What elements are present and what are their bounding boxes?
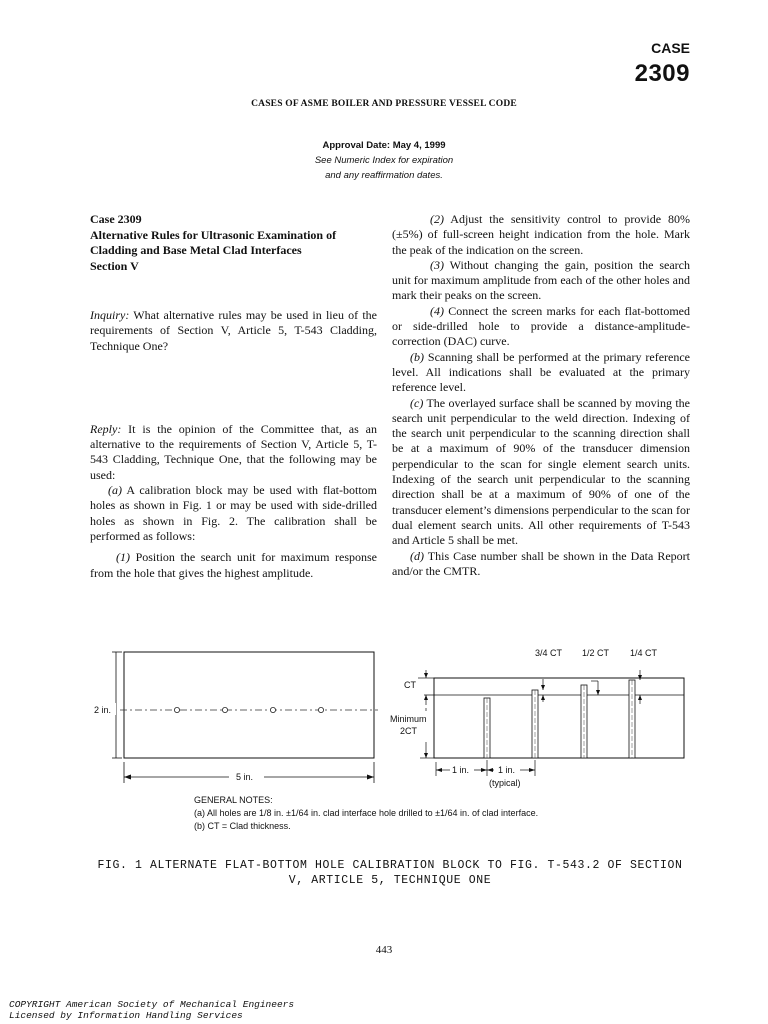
plan-hole: [270, 707, 275, 712]
case-heading-line: Case 2309: [90, 212, 142, 226]
arrow-head: [367, 775, 374, 780]
copyright-line: COPYRIGHT American Society of Mechanical Engineers: [9, 999, 295, 1010]
arrow-head: [487, 768, 493, 772]
plan-hole: [174, 707, 179, 712]
general-note-b: (b) CT = Clad thickness.: [194, 821, 291, 831]
item-c-paragraph: [392, 396, 690, 549]
step-2-paragraph: [392, 212, 690, 258]
inquiry-text: What alternative rules may be used in lieu of the requirements of Section V, Article 5, T-543 Cladding, Technique One?: [90, 308, 377, 353]
item-c-label: (c): [410, 395, 424, 410]
item-a-label: (a): [108, 483, 122, 498]
arrow-head: [529, 768, 535, 772]
arrow-head: [424, 673, 428, 678]
approval-block: [0, 138, 768, 183]
item-a-text: A calibration block may be used with flat-bottom holes as shown in Fig. 1 or may be used with side-drilled holes as shown in Fig. 2. The calibration shall be performed as follows:: [90, 483, 377, 543]
plan-hole: [318, 707, 323, 712]
running-head: CASES OF ASME BOILER AND PRESSURE VESSEL CODE: [251, 99, 517, 109]
arrow-head: [424, 753, 428, 758]
page-number: 443: [375, 944, 393, 956]
case-number: 2309: [634, 60, 690, 87]
copyright-block: [9, 999, 294, 1021]
plan-hole: [222, 707, 227, 712]
step-4-paragraph: [392, 304, 690, 350]
typical-label: (typical): [489, 778, 521, 788]
arrow-head: [436, 768, 442, 772]
figure-1: [94, 640, 690, 836]
depth-label-half-ct: 1/2 CT: [582, 648, 610, 658]
left-column: [90, 212, 377, 581]
calibration-block-drawing: [94, 640, 690, 836]
figure-caption: FIG. 1 ALTERNATE FLAT-BOTTOM HOLE CALIBRATION BLOCK TO FIG. T-543.2 OF SECTION V, ARTICLE 5, TECHNIQUE ONE: [97, 859, 683, 887]
item-b-paragraph: [392, 350, 690, 396]
arrow-head: [424, 695, 428, 700]
plan-view-block: [124, 652, 374, 758]
reply-text: It is the opinion of the Committee that, as an alternative to the requirements of Section V, Article 5, T-543 Cladding, Technique One, that the following may be used:: [90, 421, 377, 482]
item-a-paragraph: [90, 483, 377, 544]
ct-label: CT: [404, 680, 416, 690]
case-label: CASE: [651, 40, 690, 56]
case-heading-line: Alternative Rules for Ultrasonic Examination of: [90, 227, 337, 242]
step-3-text: Without changing the gain, position the search unit for maximum amplitude from each of the other holes and mark their peaks on the screen.: [392, 257, 690, 303]
approval-date: Approval Date: May 4, 1999: [322, 140, 446, 151]
min-2ct-label: 2CT: [400, 726, 418, 736]
case-heading-line: Cladding and Base Metal Clad Interfaces: [90, 243, 302, 257]
minimum-label: Minimum: [390, 714, 427, 724]
spacing-label-2: 1 in.: [498, 765, 516, 775]
section-view-block: [434, 678, 684, 758]
step-2-text: Adjust the sensitivity control to provide 80% (±5%) of full-screen height indication from the hole. Mark the peak of the indication on the screen.: [392, 212, 690, 257]
case-heading-line: Section V: [90, 258, 139, 273]
expiration-note-line-2: and any reaffirmation dates.: [325, 170, 443, 181]
item-d-paragraph: [392, 549, 690, 580]
step-2-label: (2): [430, 212, 444, 226]
general-notes-title: GENERAL NOTES:: [194, 795, 273, 805]
depth-label-quarter-ct: 1/4 CT: [630, 648, 658, 658]
spacing-label-1: 1 in.: [452, 765, 470, 775]
arrow-head: [124, 775, 131, 780]
step-1-paragraph: [90, 550, 377, 581]
inquiry-label: Inquiry:: [90, 308, 130, 322]
case-heading: [90, 212, 377, 274]
item-b-text: Scanning shall be performed at the primary reference level. All indications shall be evaluated at the primary reference level.: [392, 349, 690, 395]
step-4-text: Connect the screen marks for each flat-bottomed or side-drilled hole to provide a distance-amplitude-correction (DAC) curve.: [392, 303, 690, 349]
item-c-text: The overlayed surface shall be scanned by moving the search unit perpendicular to the weld direction. Indexing of the search unit perpendicular to the scanning direction shall be at a maximum of 90% of the transducer dimension perpendicular to the scan for single element search units. Indexing of the search unit perpendicular to the scanning direction shall be at a maximum of 90% of one of the transducer element’s dimensions perpendicular to the scan for dual element search units. All other requirements of T-543 and Article 5 shall be met.: [392, 395, 690, 548]
arrow-head: [596, 690, 600, 695]
arrow-head: [541, 695, 545, 700]
step-4-label: (4): [430, 303, 444, 318]
item-d-label: (d): [410, 548, 424, 563]
reply-paragraph: [90, 422, 377, 483]
step-1-label: (1): [116, 550, 130, 565]
step-3-paragraph: [392, 258, 690, 304]
expiration-note-line-1: See Numeric Index for expiration: [314, 155, 454, 166]
license-line: Licensed by Information Handling Services: [9, 1010, 243, 1021]
right-column: [392, 212, 690, 579]
arrow-head: [481, 768, 487, 772]
arrow-head: [638, 695, 642, 700]
depth-label-three-quarter-ct: 3/4 CT: [535, 648, 563, 658]
plan-length-label: 5 in.: [236, 772, 254, 782]
general-note-a: (a) All holes are 1/8 in. ±1/64 in. clad interface hole drilled to ±1/64 in. of clad interface.: [194, 808, 539, 818]
item-b-label: (b): [410, 349, 424, 364]
step-1-text: Position the search unit for maximum response from the hole that gives the highest amplitude.: [90, 550, 377, 580]
arrow-head: [541, 685, 545, 690]
step-3-label: (3): [430, 257, 444, 272]
plan-height-label: 2 in.: [94, 705, 112, 715]
inquiry-paragraph: [90, 308, 377, 354]
item-d-text: This Case number shall be shown in the Data Report and/or the CMTR.: [392, 548, 690, 578]
reply-label: Reply:: [90, 421, 122, 436]
